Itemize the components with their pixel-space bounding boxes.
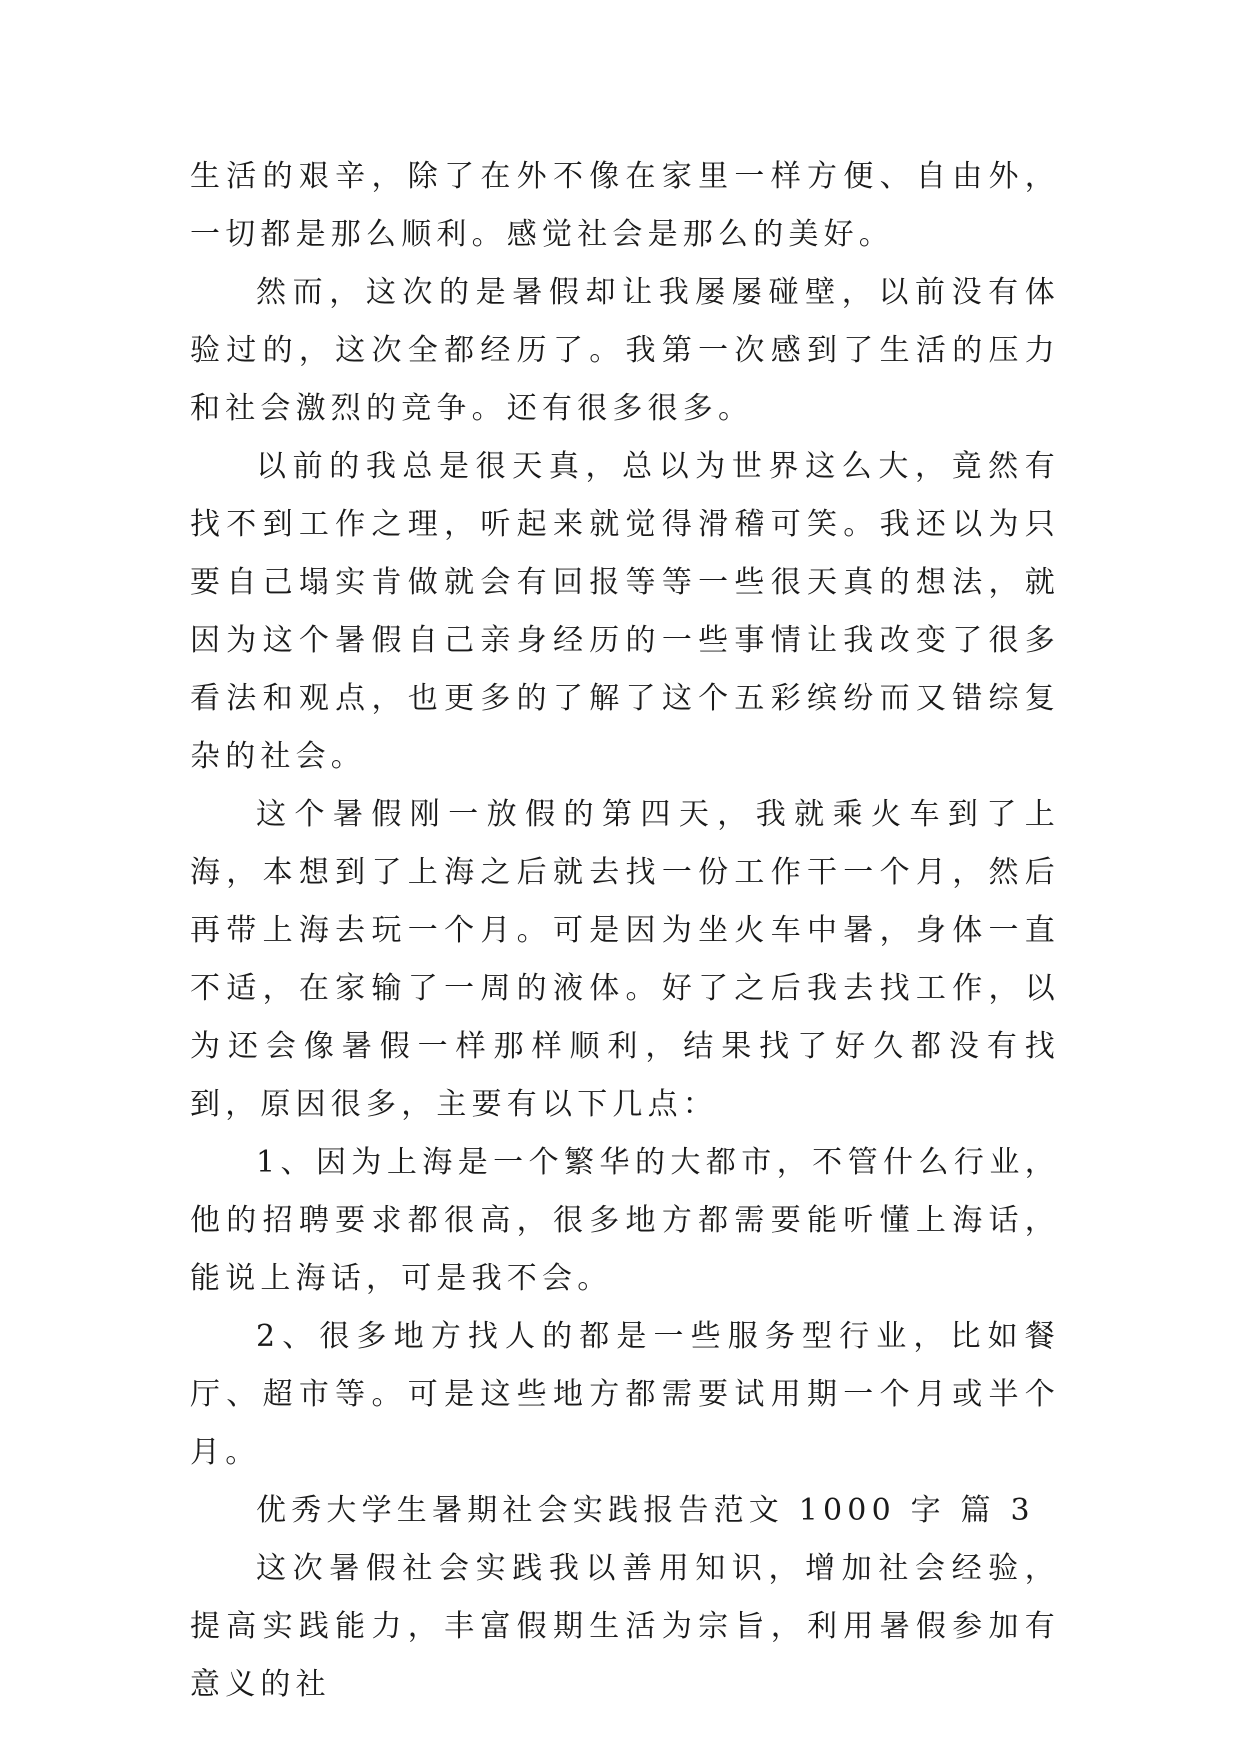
- document-body: [190, 148, 1060, 1714]
- paragraph-practice: 这次暑假社会实践我以善用知识，增加社会经验，提高实践能力，丰富假期生活为宗旨，利用暑假参加有意义的社: [190, 1551, 1060, 1702]
- paragraph-shanghai: 这个暑假刚一放假的第四天，我就乘火车到了上海，本想到了上海之后就去找一份工作干一个月，然后再带上海去玩一个月。可是因为坐火车中暑，身体一直不适，在家输了一周的液体。好了之后我去找工作，以为还会像暑假一样那样顺利，结果找了好久都没有找到，原因很多，主要有以下几点：: [190, 797, 1060, 1122]
- paragraph-reason-2: 2、很多地方找人的都是一些服务型行业，比如餐厅、超市等。可是这些地方都需要试用期一个月或半个月。: [190, 1319, 1060, 1470]
- paragraph-reason-1: 1、因为上海是一个繁华的大都市，不管什么行业，他的招聘要求都很高，很多地方都需要能听懂上海话，能说上海话，可是我不会。: [190, 1145, 1060, 1296]
- section-heading: 优秀大学生暑期社会实践报告范文 1000 字 篇 3: [256, 1493, 1035, 1528]
- paragraph-naive: 以前的我总是很天真，总以为世界这么大，竟然有找不到工作之理，听起来就觉得滑稽可笑。我还以为只要自己塌实肯做就会有回报等等一些很天真的想法，就因为这个暑假自己亲身经历的一些事情让我改变了很多看法和观点，也更多的了解了这个五彩缤纷而又错综复杂的社会。: [190, 449, 1060, 774]
- paragraph-continuation: 生活的艰辛，除了在外不像在家里一样方便、自由外，一切都是那么顺利。感觉社会是那么的美好。: [190, 159, 1060, 252]
- paragraph-however: 然而，这次的是暑假却让我屡屡碰壁，以前没有体验过的，这次全都经历了。我第一次感到了生活的压力和社会激烈的竞争。还有很多很多。: [190, 275, 1060, 426]
